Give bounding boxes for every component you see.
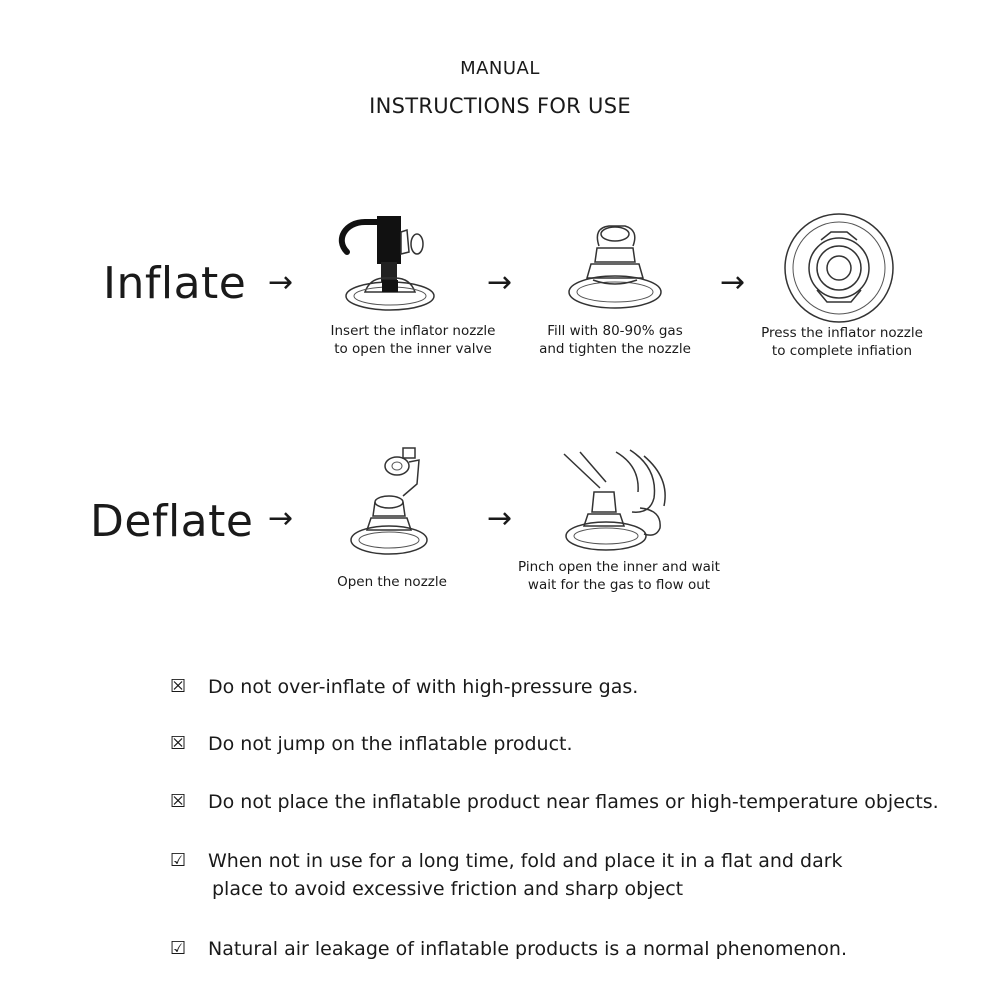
instructions-title: INSTRUCTIONS FOR USE [369,94,631,118]
ballot-check-icon: ☑ [170,938,187,959]
inflate-step-2-caption: Fill with 80-90% gas and tighten the nozzle [539,323,691,357]
rule-item: ☒ Do not jump on the inflatable product. [170,730,573,758]
arrow-right-icon: → [268,501,294,536]
deflate-label: Deflate [90,496,254,547]
arrow-right-icon: → [487,501,513,536]
inflate-label: Inflate [103,258,247,309]
arrow-right-icon: → [720,265,746,300]
valve-pinch-icon [560,448,680,556]
ballot-x-icon: ☒ [170,676,187,697]
rule-item: ☒ Do not place the inflatable product near flames or high-temperature objects. [170,788,939,816]
valve-open-icon [349,444,449,560]
arrow-right-icon: → [487,265,513,300]
rule-item: ☒ Do not over-inflate of with high-pressure gas. [170,673,638,701]
ballot-x-icon: ☒ [170,733,187,754]
inflate-step-1-caption: Insert the inflator nozzle to open the inner valve [330,323,496,357]
manual-title: MANUAL [460,58,540,79]
rule-item: ☑ When not in use for a long time, fold and place it in a flat and dark place to avoid excessive friction and sharp object [170,847,843,903]
ballot-x-icon: ☒ [170,791,187,812]
inflate-step-3-caption: Press the inflator nozzle to complete infiation [761,325,923,359]
inflator-nozzle-insert-icon [335,212,465,322]
arrow-right-icon: → [268,265,294,300]
ballot-check-icon: ☑ [170,850,187,871]
valve-tighten-icon [563,218,667,318]
deflate-step-2-caption: Pinch open the inner and wait wait for the gas to flow out [518,559,720,593]
valve-press-top-icon [781,210,897,326]
rule-item: ☑ Natural air leakage of inflatable products is a normal phenomenon. [170,935,847,963]
deflate-step-1-caption: Open the nozzle [337,574,447,590]
